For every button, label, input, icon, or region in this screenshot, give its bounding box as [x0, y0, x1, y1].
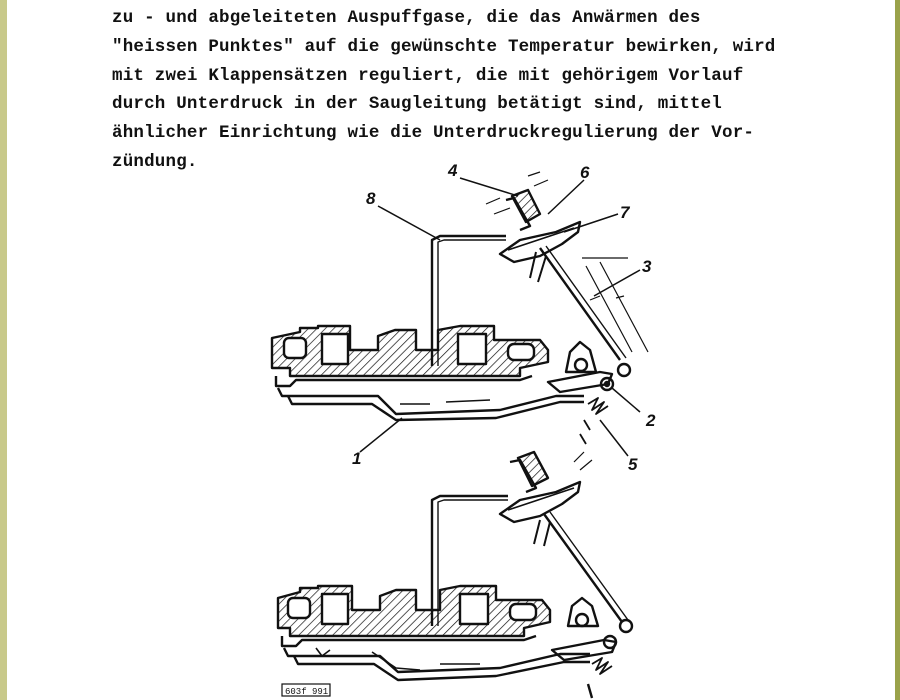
- label-3: 3: [642, 257, 652, 276]
- figure-stamp: 603f 991: [285, 687, 329, 697]
- label-1: 1: [352, 449, 362, 468]
- label-5: 5: [628, 455, 638, 474]
- upper-assembly: [272, 172, 648, 444]
- lower-pivot-bracket: [568, 598, 598, 626]
- upper-pivot-bracket: [566, 342, 596, 372]
- upper-casting-port-left: [284, 338, 306, 358]
- label-6: 6: [580, 163, 590, 182]
- text-line-5: ähnlicher Einrichtung wie die Unterdruckregulierung der Vor-: [112, 123, 755, 144]
- lower-diaphragm-capsule: [500, 482, 580, 522]
- text-line-3: mit zwei Klappensätzen reguliert, die mit gehörigem Vorlauf: [112, 65, 744, 86]
- label-8: 8: [366, 189, 376, 208]
- text-line-1: zu - und abgeleiteten Auspuffgase, die das Anwärmen des: [112, 8, 701, 28]
- upper-casting-port-1: [322, 334, 348, 364]
- upper-casting-port-2: [458, 334, 486, 364]
- upper-pivot-pin: [575, 359, 587, 371]
- lower-assembly: [278, 452, 632, 698]
- label-2: 2: [646, 411, 656, 430]
- upper-casting-port-right: [508, 344, 534, 360]
- lower-lever: [552, 640, 616, 660]
- text-line-6: zündung.: [112, 151, 198, 172]
- upper-spring: [588, 398, 608, 414]
- upper-joint-rod-end: [618, 364, 630, 376]
- text-line-2: "heissen Punktes" auf die gewünschte Temperatur bewirken, wird: [112, 36, 776, 57]
- upper-manifold-casting: [272, 326, 548, 376]
- upper-diaphragm-capsule: [500, 222, 580, 262]
- upper-exhaust-duct: [276, 376, 532, 386]
- lower-pull-rod: [544, 514, 622, 622]
- label-7: 7: [620, 203, 630, 222]
- label-4: 4: [448, 161, 458, 180]
- text-line-4: durch Unterdruck in der Saugleitung betätigt sind, mittel: [112, 94, 722, 115]
